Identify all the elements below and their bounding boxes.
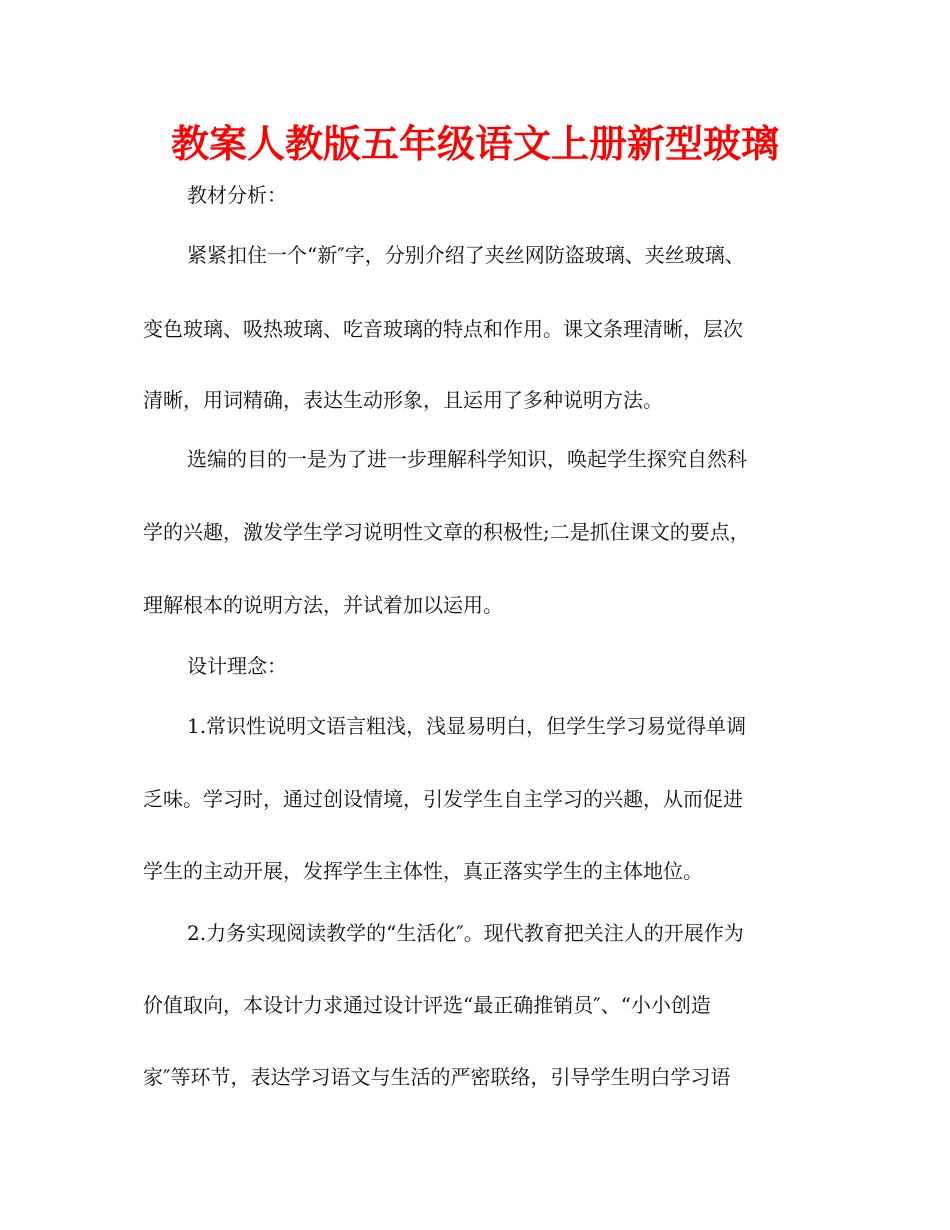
- paragraph-line: 变色玻璃、吸热玻璃、吃音玻璃的特点和作用。课文条理清晰，层次: [143, 317, 743, 341]
- section-heading-textbook-analysis: 教材分析：: [187, 183, 287, 207]
- paragraph-line: 学的兴趣，激发学生学习说明性文章的积极性;二是抓住课文的要点，: [143, 520, 750, 544]
- paragraph-line: 家″等环节，表达学习语文与生活的严密联络，引导学生明白学习语: [143, 1065, 731, 1089]
- paragraph-line: 1.常识性说明文语言粗浅，浅显易明白，但学生学习易觉得单调: [187, 714, 747, 738]
- paragraph-line: 理解根本的说明方法，并试着加以运用。: [143, 593, 503, 617]
- paragraph-line: 价值取向，本设计力求通过设计评选“最正确推销员″、“小小创造: [143, 993, 711, 1017]
- document-title: 教案人教版五年级语文上册新型玻璃: [170, 122, 779, 166]
- section-heading-design-concept: 设计理念：: [187, 654, 287, 678]
- paragraph-line: 乏味。学习时，通过创设情境，引发学生自主学习的兴趣，从而促进: [143, 787, 743, 811]
- paragraph-line: 清晰，用词精确，表达生动形象，且运用了多种说明方法。: [143, 388, 663, 412]
- paragraph-line: 2.力务实现阅读教学的“生活化″。现代教育把关注人的开展作为: [187, 921, 744, 945]
- paragraph-line: 选编的目的一是为了进一步理解科学知识，唤起学生探究自然科: [187, 447, 747, 471]
- paragraph-line: 紧紧扣住一个“新″字，分别介绍了夹丝网防盗玻璃、夹丝玻璃、: [187, 243, 745, 267]
- paragraph-line: 学生的主动开展，发挥学生主体性，真正落实学生的主体地位。: [143, 859, 703, 883]
